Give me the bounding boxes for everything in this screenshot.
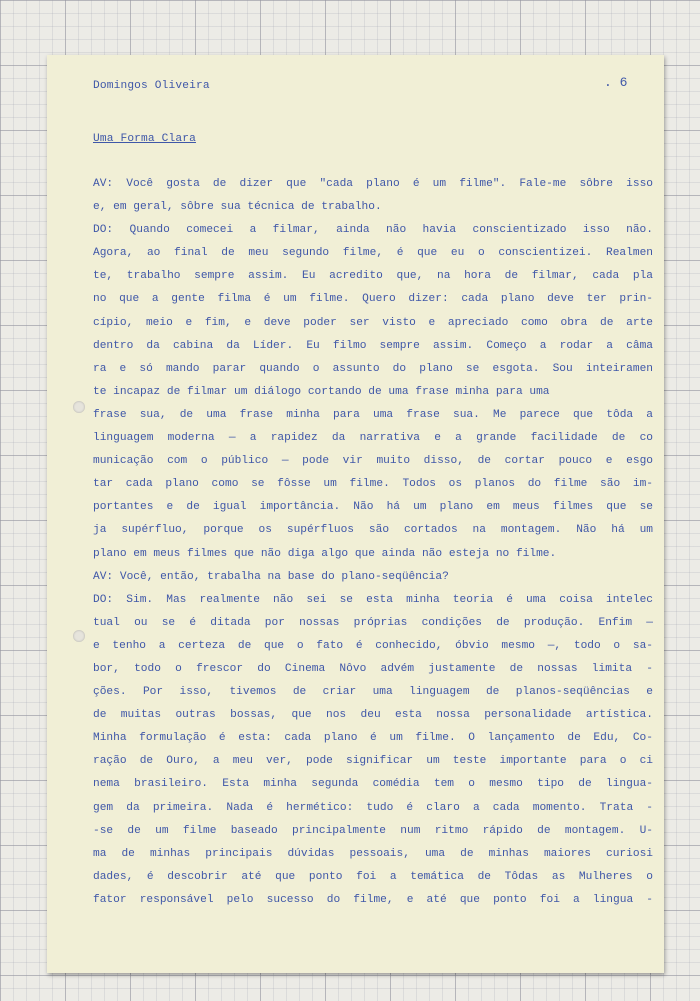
text-line: gem da primeira. Nada é hermético: tudo é claro a cada momento. Trata - [93, 801, 653, 814]
text-line: -se de um filme baseado principalmente num ritmo rápido de montagem. U- [93, 824, 653, 837]
text-line: portantes e de igual importância. Não há um plano em meus filmes que se [93, 501, 653, 514]
text-line: frase sua, de uma frase minha para uma frase sua. Me parece que tôda a [93, 408, 653, 421]
text-line: AV: Você, então, trabalha na base do plano-seqüência? [93, 570, 449, 583]
body-text [93, 173, 653, 912]
text-line: dades, é descobrir até que ponto foi a temática de Tôdas as Mulheres o [93, 870, 653, 883]
text-line: municação com o público — pode vir muito disso, de cortar pouco e esgo [93, 455, 653, 468]
text-line: fator responsável pelo sucesso do filme, e até que ponto foi a lingua - [93, 893, 653, 906]
text-line: e tenho a certeza de que o fato é conhecido, óbvio mesmo —, todo o sa- [93, 639, 653, 652]
text-line: e, em geral, sôbre sua técnica de trabalho. [93, 201, 382, 214]
text-line: linguagem moderna — a rapidez da narrativa e a grande facilidade de co [93, 432, 653, 445]
text-line: tar cada plano como se fôsse um filme. Todos os planos do filme são im- [93, 478, 653, 491]
text-line: dentro da cabina da Líder. Eu filmo sempre assim. Começo a rodar a câma [93, 339, 653, 352]
text-line: te incapaz de filmar um diálogo cortando de uma frase minha para uma [93, 385, 550, 398]
punch-hole-bottom [73, 630, 85, 642]
text-line: cípio, meio e fim, e deve poder ser visto e apreciado como obra de arte [93, 316, 653, 329]
typed-page [47, 55, 664, 973]
text-line: te, trabalho sempre assim. Eu acredito que, na hora de filmar, cada pla [93, 270, 653, 283]
text-line: ma de minhas principais dúvidas pessoais, uma de minhas maiores curiosi [93, 847, 653, 860]
text-line: ração de Ouro, a meu ver, pode significar um teste importante para o ci [93, 755, 653, 768]
text-line: ções. Por isso, tivemos de criar uma linguagem de planos-seqüências e [93, 686, 653, 699]
text-line: tual ou se é ditada por nossas próprias condições de produção. Enfim — [93, 616, 653, 629]
text-line: ja supérfluo, porque os supérfluos são cortados na montagem. Não há um [93, 524, 653, 537]
text-line: nema brasileiro. Esta minha segunda comédia tem o mesmo tipo de lingua- [93, 778, 653, 791]
text-line: de muitas outras bossas, que nos deu esta nossa personalidade artística. [93, 709, 653, 722]
author-header: Domingos Oliveira [93, 80, 210, 92]
text-line: Agora, ao final de meu segundo filme, é que eu o conscientizei. Realmen [93, 247, 653, 260]
text-line: bor, todo o frescor do Cinema Nôvo advém justamente de nossas limita - [93, 662, 653, 675]
punch-hole-top [73, 401, 85, 413]
text-line: AV: Você gosta de dizer que "cada plano é um filme". Fale-me sôbre isso [93, 178, 653, 190]
text-line: Minha formulação é esta: cada plano é um filme. O lançamento de Edu, Co- [93, 732, 653, 745]
section-title: Uma Forma Clara [93, 133, 196, 145]
text-line: plano em meus filmes que não diga algo que ainda não esteja no filme. [93, 547, 557, 560]
page-number: . 6 [604, 75, 628, 90]
text-line: ra e só mando parar quando o assunto do plano se esgota. Sou inteiramen [93, 362, 653, 375]
text-line: no que a gente filma é um filme. Quero dizer: cada plano deve ter prin- [93, 293, 653, 306]
text-line: DO: Quando comecei a filmar, ainda não havia conscientizado isso não. [93, 224, 653, 237]
text-line: DO: Sim. Mas realmente não sei se esta minha teoria é uma coisa intelec [93, 593, 653, 606]
